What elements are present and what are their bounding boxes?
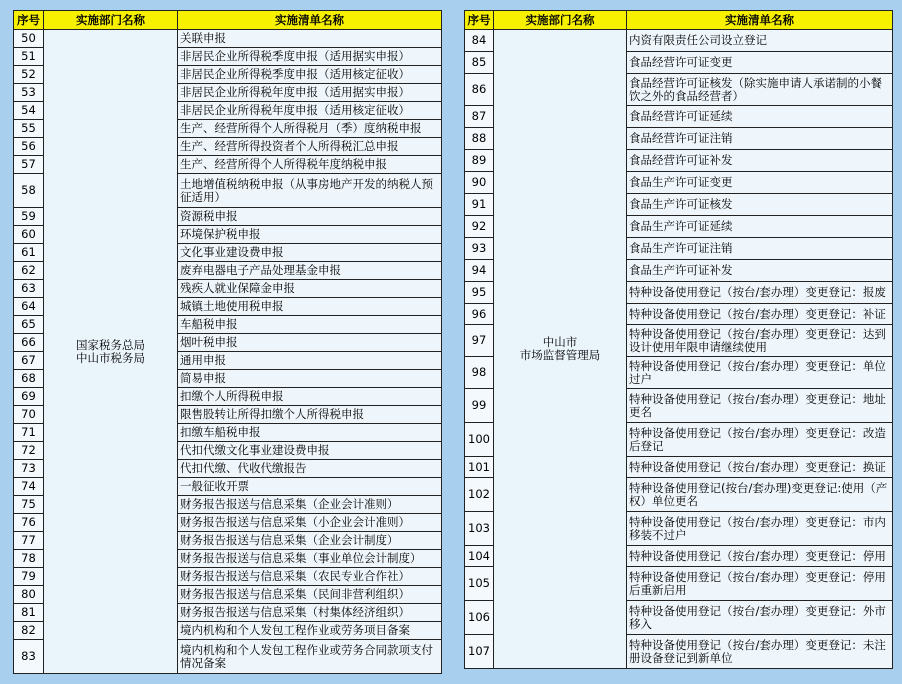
- item-name: 食品经营许可证注销: [627, 128, 893, 150]
- row-number: 89: [465, 150, 494, 172]
- item-name: 简易申报: [178, 370, 442, 388]
- row-number: 90: [465, 172, 494, 194]
- item-name: 残疾人就业保障金申报: [178, 280, 442, 298]
- item-name: 财务报告报送与信息采集（民间非营利组织）: [178, 586, 442, 604]
- item-name: 食品经营许可证变更: [627, 52, 893, 74]
- row-number: 105: [465, 567, 494, 601]
- row-number: 61: [14, 244, 44, 262]
- row-number: 55: [14, 120, 44, 138]
- department-name-line: 国家税务总局: [76, 337, 145, 352]
- row-number: 93: [465, 238, 494, 260]
- item-name: 城镇土地使用税申报: [178, 298, 442, 316]
- item-name: 特种设备使用登记（按台/套办理）变更登记：单位过户: [627, 357, 893, 389]
- item-name: 特种设备使用登记（按台/套办理）变更登记：达到设计使用年限申请继续使用: [627, 325, 893, 357]
- header-row: [465, 11, 893, 30]
- row-number: 103: [465, 512, 494, 546]
- item-name: 非居民企业所得税季度申报（适用据实申报）: [178, 48, 442, 66]
- row-number: 92: [465, 216, 494, 238]
- row-number: 95: [465, 282, 494, 304]
- item-name: 境内机构和个人发包工程作业或劳务合同款项支付情况备案: [178, 640, 442, 674]
- tax-bureau-table: [13, 10, 442, 674]
- item-name: 食品生产许可证延续: [627, 216, 893, 238]
- row-number: 72: [14, 442, 44, 460]
- item-name: 特种设备使用登记（按台/套办理）变更登记：换证: [627, 457, 893, 478]
- item-name: 生产、经营所得个人所得税年度纳税申报: [178, 156, 442, 174]
- item-name: 生产、经营所得个人所得税月（季）度纳税申报: [178, 120, 442, 138]
- row-number: 100: [465, 423, 494, 457]
- row-number: 86: [465, 74, 494, 106]
- row-number: 75: [14, 496, 44, 514]
- row-number: 64: [14, 298, 44, 316]
- item-name: 非居民企业所得税年度申报（适用据实申报）: [178, 84, 442, 102]
- item-name: 食品生产许可证注销: [627, 238, 893, 260]
- row-number: 74: [14, 478, 44, 496]
- item-name: 特种设备使用登记（按台/套办理）变更登记：未注册设备登记到新单位: [627, 635, 893, 669]
- row-number: 102: [465, 478, 494, 512]
- item-name: 食品生产许可证变更: [627, 172, 893, 194]
- row-number: 107: [465, 635, 494, 669]
- item-name: 特种设备使用登记（按台/套办理）变更登记：市内移装不过户: [627, 512, 893, 546]
- row-number: 88: [465, 128, 494, 150]
- item-name: 特种设备使用登记（按台/套办理）变更登记：报废: [627, 282, 893, 304]
- item-name: 烟叶税申报: [178, 334, 442, 352]
- market-supervision-table: [464, 10, 893, 669]
- header-num: 序号: [14, 11, 44, 30]
- row-number: 60: [14, 226, 44, 244]
- item-name: 通用申报: [178, 352, 442, 370]
- row-number: 101: [465, 457, 494, 478]
- row-number: 62: [14, 262, 44, 280]
- header-row: [14, 11, 442, 30]
- item-name: 财务报告报送与信息采集（小企业会计准则）: [178, 514, 442, 532]
- row-number: 94: [465, 260, 494, 282]
- row-number: 73: [14, 460, 44, 478]
- department-name-line: 中山市税务局: [76, 350, 145, 365]
- row-number: 53: [14, 84, 44, 102]
- header-num: 序号: [465, 11, 494, 30]
- department-name-line: 市场监督管理局: [519, 348, 601, 362]
- table-row: [14, 30, 442, 48]
- row-number: 81: [14, 604, 44, 622]
- row-number: 67: [14, 352, 44, 370]
- item-name: 食品经营许可证补发: [627, 150, 893, 172]
- header-item: 实施清单名称: [627, 11, 893, 30]
- item-name: 环境保护税申报: [178, 226, 442, 244]
- row-number: 59: [14, 208, 44, 226]
- item-name: 代扣代缴、代收代缴报告: [178, 460, 442, 478]
- row-number: 51: [14, 48, 44, 66]
- item-name: 一般征收开票: [178, 478, 442, 496]
- item-name: 境内机构和个人发包工程作业或劳务项目备案: [178, 622, 442, 640]
- item-name: 生产、经营所得投资者个人所得税汇总申报: [178, 138, 442, 156]
- item-name: 财务报告报送与信息采集（事业单位会计制度）: [178, 550, 442, 568]
- row-number: 84: [465, 30, 494, 52]
- item-name: 车船税申报: [178, 316, 442, 334]
- item-name: 食品经营许可证核发（除实施申请人承诺制的小餐饮之外的食品经营者）: [627, 74, 893, 106]
- item-name: 特种设备使用登记（按台/套办理）变更登记：改造后登记: [627, 423, 893, 457]
- row-number: 78: [14, 550, 44, 568]
- row-number: 97: [465, 325, 494, 357]
- row-number: 99: [465, 389, 494, 423]
- header-item: 实施清单名称: [178, 11, 442, 30]
- item-name: 文化事业建设费申报: [178, 244, 442, 262]
- row-number: 54: [14, 102, 44, 120]
- item-name: 特种设备使用登记（按台/套办理）变更登记：地址更名: [627, 389, 893, 423]
- row-number: 83: [14, 640, 44, 674]
- item-name: 非居民企业所得税年度申报（适用核定征收）: [178, 102, 442, 120]
- row-number: 79: [14, 568, 44, 586]
- row-number: 50: [14, 30, 44, 48]
- department-name-line: 中山市: [542, 335, 578, 349]
- item-name: 资源税申报: [178, 208, 442, 226]
- row-number: 66: [14, 334, 44, 352]
- item-name: 非居民企业所得税季度申报（适用核定征收）: [178, 66, 442, 84]
- row-number: 87: [465, 106, 494, 128]
- item-name: 内资有限责任公司设立登记: [627, 30, 893, 52]
- item-name: 财务报告报送与信息采集（企业会计制度）: [178, 532, 442, 550]
- row-number: 77: [14, 532, 44, 550]
- header-dept: 实施部门名称: [44, 11, 178, 30]
- item-name: 特种设备使用登记（按台/套办理）变更登记：停用后重新启用: [627, 567, 893, 601]
- item-name: 财务报告报送与信息采集（农民专业合作社）: [178, 568, 442, 586]
- item-name: 食品经营许可证延续: [627, 106, 893, 128]
- row-number: 63: [14, 280, 44, 298]
- item-name: 特种设备使用登记(按台/套办理)变更登记:使用（产权）单位更名: [627, 478, 893, 512]
- row-number: 96: [465, 304, 494, 325]
- item-name: 扣缴个人所得税申报: [178, 388, 442, 406]
- item-name: 土地增值税纳税申报（从事房地产开发的纳税人预征适用）: [178, 174, 442, 208]
- item-name: 特种设备使用登记（按台/套办理）变更登记：停用: [627, 546, 893, 567]
- item-name: 限售股转让所得扣缴个人所得税申报: [178, 406, 442, 424]
- item-name: 代扣代缴文化事业建设费申报: [178, 442, 442, 460]
- row-number: 57: [14, 156, 44, 174]
- row-number: 104: [465, 546, 494, 567]
- item-name: 特种设备使用登记（按台/套办理）变更登记：外市移入: [627, 601, 893, 635]
- row-number: 70: [14, 406, 44, 424]
- header-dept: 实施部门名称: [494, 11, 627, 30]
- row-number: 76: [14, 514, 44, 532]
- item-name: 食品生产许可证核发: [627, 194, 893, 216]
- item-name: 财务报告报送与信息采集（村集体经济组织）: [178, 604, 442, 622]
- row-number: 58: [14, 174, 44, 208]
- item-name: 特种设备使用登记（按台/套办理）变更登记：补证: [627, 304, 893, 325]
- row-number: 91: [465, 194, 494, 216]
- row-number: 65: [14, 316, 44, 334]
- item-name: 财务报告报送与信息采集（企业会计准则）: [178, 496, 442, 514]
- department-name: [44, 30, 178, 674]
- item-name: 食品生产许可证补发: [627, 260, 893, 282]
- item-name: 废弃电器电子产品处理基金申报: [178, 262, 442, 280]
- row-number: 80: [14, 586, 44, 604]
- row-number: 56: [14, 138, 44, 156]
- row-number: 82: [14, 622, 44, 640]
- row-number: 52: [14, 66, 44, 84]
- row-number: 69: [14, 388, 44, 406]
- row-number: 71: [14, 424, 44, 442]
- row-number: 85: [465, 52, 494, 74]
- department-name: [494, 30, 627, 669]
- item-name: 扣缴车船税申报: [178, 424, 442, 442]
- row-number: 68: [14, 370, 44, 388]
- row-number: 106: [465, 601, 494, 635]
- row-number: 98: [465, 357, 494, 389]
- item-name: 关联申报: [178, 30, 442, 48]
- table-row: [465, 30, 893, 52]
